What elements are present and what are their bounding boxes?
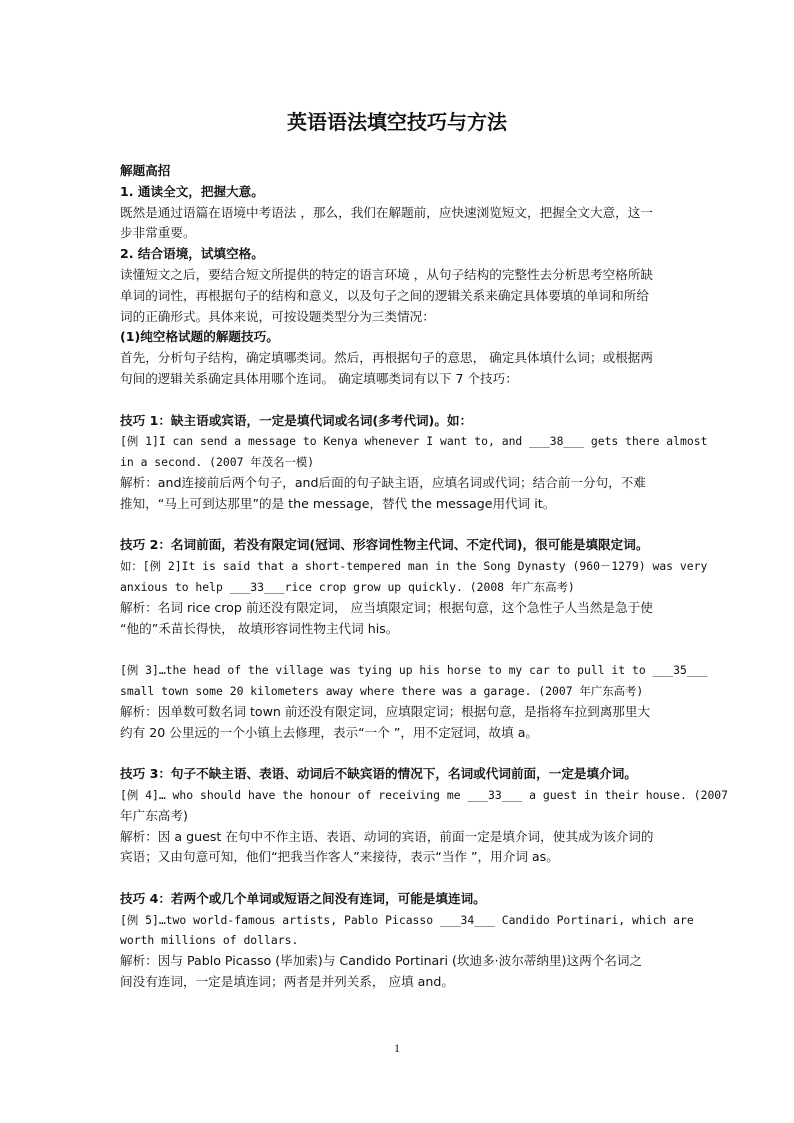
- text-line: 约有 20 公里远的一个小镇上去修理，表示“一个 ”，用不定冠词，故填 a。: [120, 724, 539, 740]
- blank-line: [120, 515, 720, 536]
- text-line: 如：[例 2]It is said that a short-tempered man in the Song Dynasty (960－1279) was very: [120, 559, 708, 574]
- text-line: worth millions of dollars.: [120, 933, 299, 948]
- section-heading: 技巧 1：缺主语或宾语，一定是填代词或名词(多考代词)。如：: [120, 412, 473, 428]
- section-heading: 技巧 3：句子不缺主语、表语、动词后不缺宾语的情况下，名词或代词前面，一定是填介词。: [120, 766, 637, 782]
- text-line: [例 3]…the head of the village was tying up his horse to my car to pull it to ___35___: [120, 663, 708, 678]
- section-heading: 解题高招: [120, 163, 171, 178]
- text-line: 句间的逻辑关系确定具体用哪个连词。 确定填哪类词有以下 7 个技巧：: [120, 370, 518, 386]
- text-line: 解析：and连接前后两个句子，and后面的句子缺主语，应填名词或代词；结合前一分句，不难: [120, 474, 646, 490]
- text-line: small town some 20 kilometers away where there was a garage. (2007 年广东高考): [120, 683, 644, 698]
- text-line: 解析：因与 Pablo Picasso (毕加索)与 Candido Portinari (坎迪多·波尔蒂纳里)这两个名词之: [120, 953, 643, 969]
- text-line: 解析：因单数可数名词 town 前还没有限定词，应填限定词；根据句意，是指将车拉到离那里大: [120, 703, 651, 719]
- text-line: in a second. (2007 年茂名一模): [120, 455, 315, 470]
- blank-line: [120, 868, 720, 889]
- text-line: “他的”禾苗长得快， 故填形容词性物主代词 his。: [120, 620, 399, 636]
- text-line: 词的正确形式。具体来说，可按设题类型分为三类情况：: [120, 308, 435, 324]
- section-heading: 技巧 4：若两个或几个单词或短语之间没有连词，可能是填连词。: [120, 890, 486, 906]
- section-heading: 2. 结合语境，试填空格。: [120, 246, 264, 262]
- blank-line: [120, 743, 720, 764]
- text-line: 步非常重要。: [120, 225, 196, 241]
- text-line: [例 4]… who should have the honour of receiving me ___33___ a guest in their house. (2007: [120, 787, 729, 802]
- text-line: 间没有连词，一定是填连词；两者是并列关系， 应填 and。: [120, 974, 454, 990]
- text-line: 解析：名词 rice crop 前还没有限定词， 应当填限定词；根据句意，这个急性子人当然是急于使: [120, 599, 653, 615]
- section-heading: 1. 通读全文，把握大意。: [120, 183, 264, 199]
- text-line: 推知，“马上可到达那里”的是 the message，替代 the message用代词 it。: [120, 495, 556, 511]
- section-heading: 技巧 2：名词前面，若没有限定词(冠词、形容词性物主代词、不定代词)，很可能是填限定词。: [120, 537, 649, 553]
- text-line: [例 1]I can send a message to Kenya whenever I want to, and ___38___ gets there almost: [120, 434, 708, 449]
- text-line: 年广东高考): [120, 807, 188, 823]
- text-line: 读懂短文之后，要结合短文所提供的特定的语言环境 ，从句子结构的完整性去分析思考空格所缺: [120, 266, 653, 282]
- section-heading: (1)纯空格试题的解题技巧。: [120, 329, 279, 345]
- text-line: 既然是通过语篇在语境中考语法 ，那么，我们在解题前，应快速浏览短文，把握全文大意，这一: [120, 204, 653, 220]
- blank-line: [120, 639, 720, 660]
- text-line: anxious to help ___33___rice crop grow up quickly. (2008 年广东高考): [120, 579, 575, 594]
- text-line: [例 5]…two world-famous artists, Pablo Picasso ___34___ Candido Portinari, which are: [120, 912, 694, 927]
- document-body: [120, 161, 729, 993]
- blank-line: [120, 390, 720, 411]
- text-line: 解析：因 a guest 在句中不作主语、表语、动词的宾语，前面一定是填介词，使其成为该介词的: [120, 828, 654, 844]
- page-number: 1: [394, 1041, 400, 1055]
- text-line: 首先，分析句子结构，确定填哪类词。然后，再根据句子的意思， 确定具体填什么词；或根据两: [120, 350, 653, 366]
- document-title: 英语语法填空技巧与方法: [287, 110, 507, 134]
- text-line: 单词的词性，再根据句子的结构和意义，以及句子之间的逻辑关系来确定具体要填的单词和所给: [120, 287, 649, 303]
- text-line: 宾语；又由句意可知，他们“把我当作客人”来接待，表示“当作 ”，用介词 as。: [120, 849, 559, 865]
